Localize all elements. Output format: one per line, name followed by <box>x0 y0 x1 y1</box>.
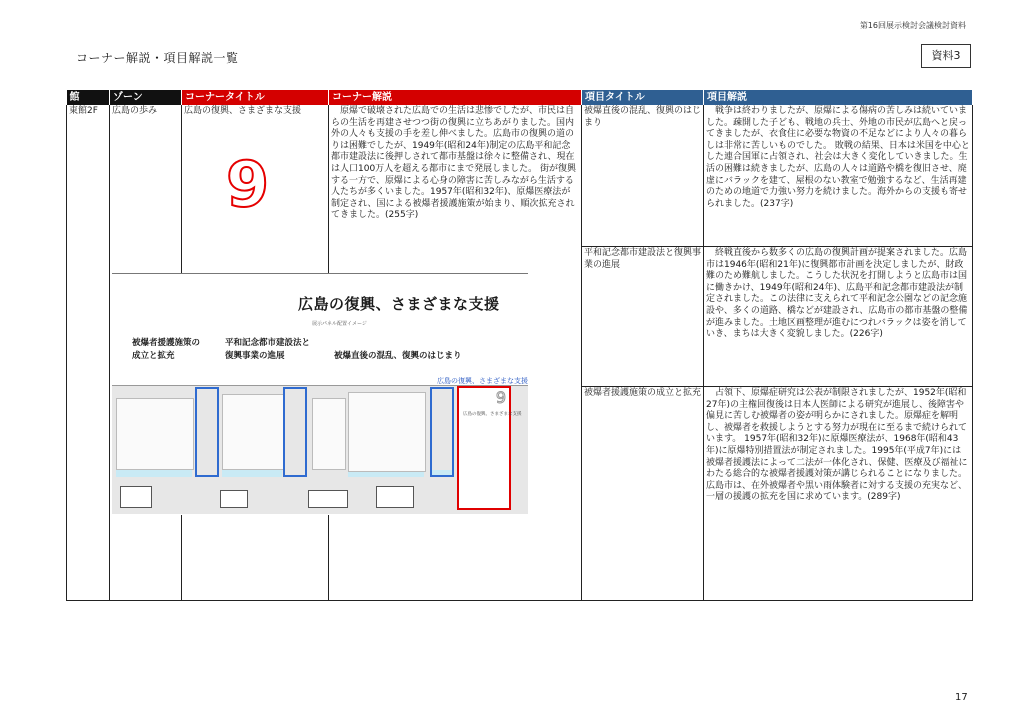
building-cell: 東館2F <box>67 105 110 601</box>
display-case <box>220 490 248 508</box>
label-early-recovery: 被爆直後の混乱、復興のはじまり <box>334 351 462 361</box>
highlight-box <box>430 387 454 477</box>
exhibit-panel <box>348 392 426 472</box>
exhibit-panel <box>312 398 346 470</box>
label-support-measures: 被爆者援護施策の 成立と拡充 <box>132 338 201 361</box>
corner-title-cell: 広島の復興、さまざまな支援 <box>182 105 329 247</box>
layout-sub-note: 展示パネル配置イメージ <box>312 321 367 327</box>
exhibit-panel <box>222 394 284 470</box>
column-header-item-description: 項目解説 <box>704 90 973 105</box>
display-case <box>308 490 348 508</box>
zone-cell: 広島の歩み <box>110 105 182 601</box>
floor-band <box>222 470 282 477</box>
display-case <box>376 486 414 508</box>
corner-highlight-box <box>457 386 522 510</box>
item-title-cell: 被爆直後の混乱、復興のはじまり <box>582 105 704 247</box>
layout-title: 広島の復興、さまざまな支援 <box>298 295 500 313</box>
exhibit-layout-drawing <box>112 273 528 515</box>
item-title-cell: 被爆者援護施策の成立と拡充 <box>582 387 704 601</box>
floor-band <box>116 470 192 477</box>
item-description-cell: 戦争は終わりましたが、原爆による傷病の苦しみは続いていました。疎開した子ども、戦地の兵士、外地の市民が広島へと戻ってきましたが、衣食住に必要な物資の不足などにより人々の暮らしは非常に苦しいものでした。 敗戦の結果、日本は米国を中心とした連合国軍に占領され、社会は大きく変化していきました。生活の困難は続きましたが、広島の人々は道路や橋を復旧させ、廃虚にバラックを建て、屋根のない教室で勉強するなど、生活再建のための地道で力強い努力を続けました。海外からの支援も寄せられました。(237字) <box>704 105 973 247</box>
exhibit-panel <box>116 398 194 470</box>
item-title-cell: 平和記念都市建設法と復興事業の進展 <box>582 247 704 387</box>
document-badge: 資料3 <box>921 44 971 68</box>
column-header-item-title: 項目タイトル <box>582 90 704 105</box>
column-header-zone: ゾーン <box>110 90 182 105</box>
corner-description-cell: 原爆で破壊された広島での生活は悲惨でしたが、市民は自らの生活を再建させつつ街の復興に立ちあがりました。国内外の人々も支援の手を差し伸べました。広島市の復興の道のりは困難でしたが、1949年(昭和24年)制定の広島平和記念都市建設法に後押しされて都市基盤は徐々に整備され、現在は人口100万人を超える都市にまで発展しました。 街が復興する一方で、原爆による心身の障害に苦しみながら生活する人たちが多くいました。1957年(昭和32年)、原爆医療法が制定され、国による被爆者援護施策が始まり、順次拡充されてきました。(255字) <box>329 105 582 247</box>
corner-number: 9 <box>226 148 270 221</box>
item-description-cell: 終戦直後から数多くの広島の復興計画が提案されました。広島市は1946年(昭和21年)に復興都市計画を決定しましたが、財政難のため難航しました。こうした状況を打開しようと広島市は国に働きかけ、1949年(昭和24年)、広島平和記念都市建設法が制定されました。この法律に支えられて平和記念公園などの記念施設や、多くの道路、橋などが建設され、広島市の都市基盤の整備が進みました。土地区画整理が進むにつれバラックは姿を消していき、まちは大きく変貌しました。(226字) <box>704 247 973 387</box>
table-row <box>67 105 973 247</box>
column-header-corner-description: コーナー解説 <box>329 90 582 105</box>
display-case <box>120 486 152 508</box>
page-title: コーナー解説・項目解説一覧 <box>76 51 239 65</box>
page-number: 17 <box>955 692 968 703</box>
table-header-row <box>67 90 973 105</box>
mini-corner-title: 広島の復興、さまざまな支援 <box>463 412 522 417</box>
exhibit-floor-plan <box>112 385 528 514</box>
highlight-box <box>195 387 219 477</box>
column-header-building: 館 <box>67 90 110 105</box>
highlight-box <box>283 387 307 477</box>
label-city-law: 平和記念都市建設法と 復興事業の進展 <box>225 338 311 361</box>
header-note: 第16回展示検討会議検討資料 <box>859 21 966 30</box>
mini-corner-number: 9 <box>495 388 506 407</box>
item-description-cell: 占領下、原爆症研究は公表が制限されましたが、1952年(昭和27年)の主権回復後は日本人医師による研究が進展し、後障害や偏見に苦しむ被爆者の姿が明らかにされました。原爆症を解明し、被爆者を救援しようとする努力が現在に至るまで続けられています。 1957年(昭和32年)に原爆医療法が、1968年(昭和43年)に原爆特別措置法が制定されました。1995年(平成7年)には被爆者援護法によって二法が一体化され、保健、医療及び福祉にわたる総合的な被爆者援護対策が講じられることになりました。広島市は、在外被爆者や黒い雨体験者に対する支援の充実など、一層の援護の拡充を国に求めています。(289字) <box>704 387 973 601</box>
corner-label: 広島の復興、さまざまな支援 <box>437 377 528 385</box>
column-header-corner-title: コーナータイトル <box>182 90 329 105</box>
